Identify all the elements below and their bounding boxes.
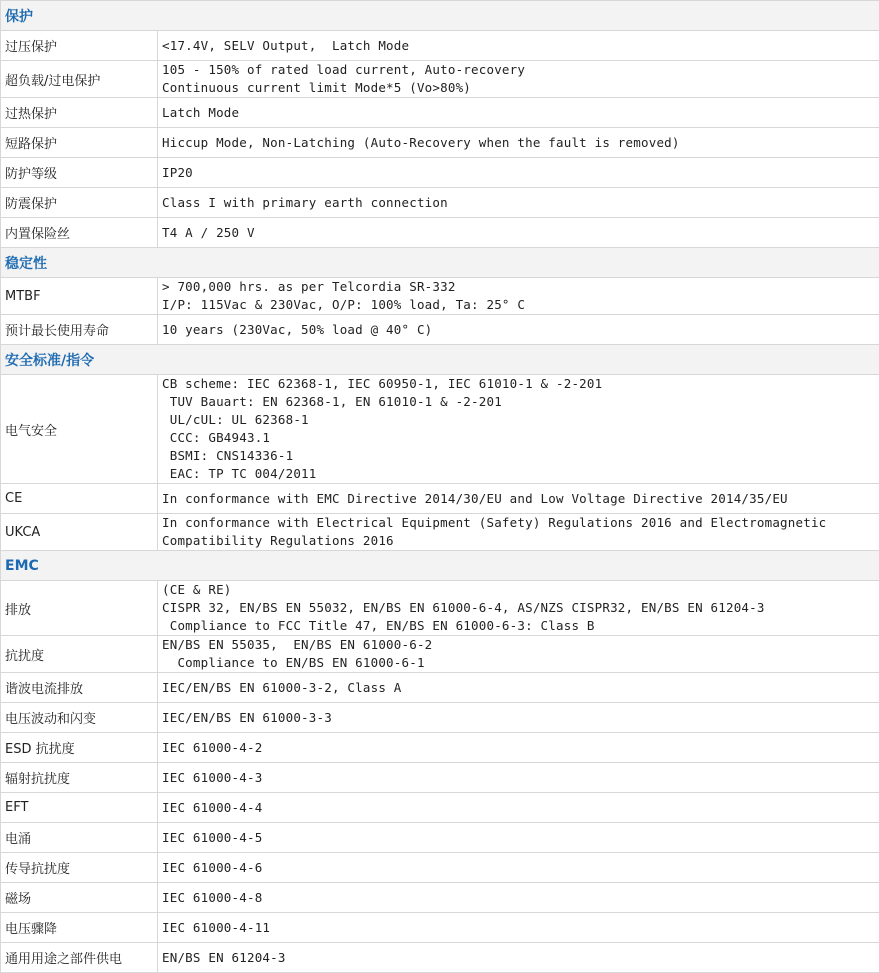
row-label: 过热保护 [1,98,158,128]
section-header-row [1,345,879,375]
row-label: ESD 抗扰度 [1,733,158,763]
row-label: 电压波动和闪变 [1,703,158,733]
row-label: 防震保护 [1,188,158,218]
section-title: 保护 [1,1,879,31]
row-label: EFT [1,793,158,823]
section-header-row [1,551,879,581]
row-label: 预计最长使用寿命 [1,315,158,345]
value-line: <17.4V, SELV Output, Latch Mode [162,37,879,55]
row-value [158,943,879,973]
row-value [158,733,879,763]
table-row [1,763,879,793]
table-row [1,883,879,913]
value-line: IEC 61000-4-11 [162,919,879,937]
table-row [1,98,879,128]
table-row [1,31,879,61]
table-row [1,218,879,248]
value-line: IEC 61000-4-4 [162,799,879,817]
row-value [158,913,879,943]
row-label: 短路保护 [1,128,158,158]
table-row [1,514,879,551]
row-value [158,793,879,823]
row-value [158,823,879,853]
value-line: EAC: TP TC 004/2011 [162,465,879,483]
row-value [158,375,879,484]
value-line: CCC: GB4943.1 [162,429,879,447]
table-row [1,375,879,484]
value-line: EN/BS EN 61204-3 [162,949,879,967]
value-line: Latch Mode [162,104,879,122]
row-value [158,218,879,248]
row-label: 辐射抗扰度 [1,763,158,793]
row-value [158,188,879,218]
value-line: IEC 61000-4-2 [162,739,879,757]
row-value [158,703,879,733]
value-line: IEC 61000-4-5 [162,829,879,847]
value-line: In conformance with EMC Directive 2014/30/EU and Low Voltage Directive 2014/35/EU [162,490,879,508]
table-row [1,315,879,345]
row-value [158,883,879,913]
section-title: 稳定性 [1,248,879,278]
row-label: CE [1,484,158,514]
value-line: Compatibility Regulations 2016 [162,532,879,550]
table-row [1,823,879,853]
table-row [1,913,879,943]
value-line: CB scheme: IEC 62368-1, IEC 60950-1, IEC 61010-1 & -2-201 [162,375,879,393]
row-label: 通用用途之部件供电 [1,943,158,973]
value-line: EN/BS EN 55035, EN/BS EN 61000-6-2 [162,636,879,654]
row-value [158,128,879,158]
value-line: In conformance with Electrical Equipment (Safety) Regulations 2016 and Electromagnetic [162,514,879,532]
value-line: 105 - 150% of rated load current, Auto-recovery [162,61,879,79]
value-line: Continuous current limit Mode*5 (Vo>80%) [162,79,879,97]
row-label: 抗扰度 [1,636,158,673]
row-label: 内置保险丝 [1,218,158,248]
value-line: IEC 61000-4-6 [162,859,879,877]
table-row [1,733,879,763]
row-label: UKCA [1,514,158,551]
value-line: T4 A / 250 V [162,224,879,242]
table-row [1,703,879,733]
row-label: 过压保护 [1,31,158,61]
row-value [158,763,879,793]
section-header-row [1,1,879,31]
row-value [158,581,879,636]
row-value [158,61,879,98]
table-row [1,61,879,98]
value-line: IEC/EN/BS EN 61000-3-3 [162,709,879,727]
table-row [1,636,879,673]
value-line: Class I with primary earth connection [162,194,879,212]
row-value [158,853,879,883]
value-line: Hiccup Mode, Non-Latching (Auto-Recovery when the fault is removed) [162,134,879,152]
table-row [1,581,879,636]
value-line: > 700,000 hrs. as per Telcordia SR-332 [162,278,879,296]
section-title: EMC [1,551,879,581]
row-label: 电压骤降 [1,913,158,943]
table-row [1,943,879,973]
row-label: MTBF [1,278,158,315]
section-header-row [1,248,879,278]
value-line: IEC 61000-4-3 [162,769,879,787]
row-label: 防护等级 [1,158,158,188]
row-label: 电涌 [1,823,158,853]
table-row [1,128,879,158]
row-label: 谐波电流排放 [1,673,158,703]
row-label: 电气安全 [1,375,158,484]
row-value [158,636,879,673]
row-value [158,315,879,345]
row-label: 磁场 [1,883,158,913]
value-line: CISPR 32, EN/BS EN 55032, EN/BS EN 61000-6-4, AS/NZS CISPR32, EN/BS EN 61204-3 [162,599,879,617]
row-value [158,158,879,188]
row-value [158,484,879,514]
row-value [158,514,879,551]
row-label: 排放 [1,581,158,636]
value-line: TUV Bauart: EN 62368-1, EN 61010-1 & -2-201 [162,393,879,411]
row-value [158,673,879,703]
value-line: IEC 61000-4-8 [162,889,879,907]
row-label: 超负载/过电保护 [1,61,158,98]
row-value [158,278,879,315]
table-row [1,793,879,823]
section-title: 安全标准/指令 [1,345,879,375]
value-line: IEC/EN/BS EN 61000-3-2, Class A [162,679,879,697]
table-row [1,853,879,883]
value-line: (CE & RE) [162,581,879,599]
value-line: BSMI: CNS14336-1 [162,447,879,465]
value-line: Compliance to EN/BS EN 61000-6-1 [162,654,879,672]
value-line: I/P: 115Vac & 230Vac, O/P: 100% load, Ta: 25° C [162,296,879,314]
table-row [1,278,879,315]
value-line: Compliance to FCC Title 47, EN/BS EN 61000-6-3: Class B [162,617,879,635]
value-line: IP20 [162,164,879,182]
row-value [158,31,879,61]
row-label: 传导抗扰度 [1,853,158,883]
table-row [1,158,879,188]
table-row [1,188,879,218]
row-value [158,98,879,128]
value-line: UL/cUL: UL 62368-1 [162,411,879,429]
spec-table-body [1,1,879,973]
value-line: 10 years (230Vac, 50% load @ 40° C) [162,321,879,339]
table-row [1,673,879,703]
table-row [1,484,879,514]
